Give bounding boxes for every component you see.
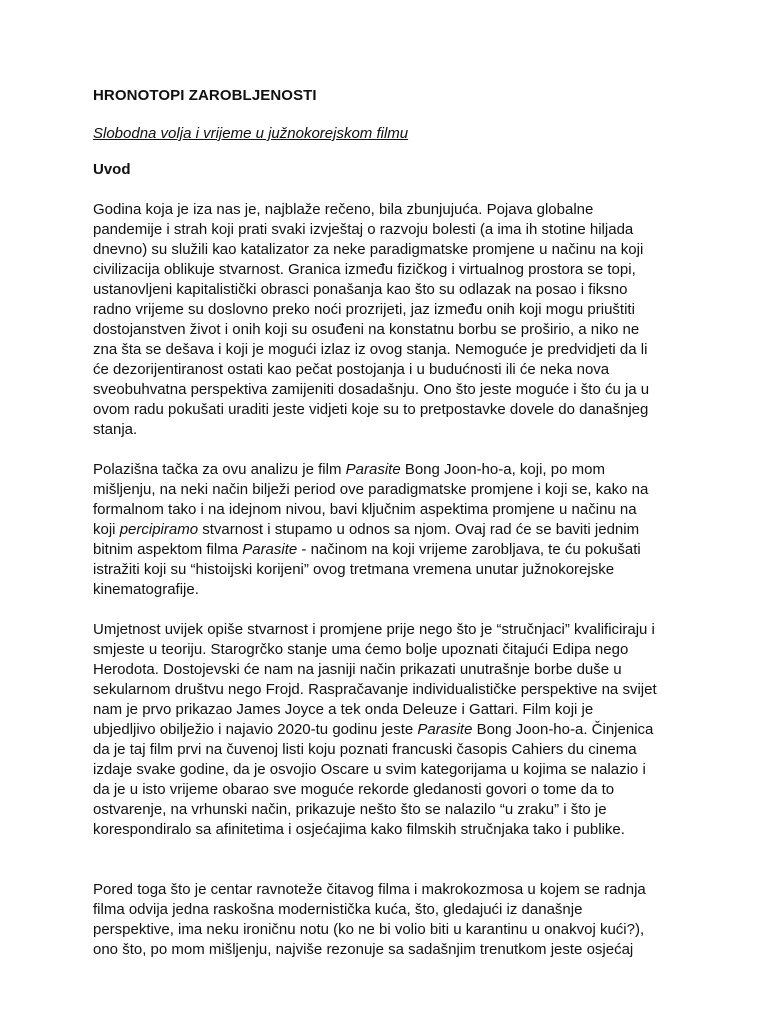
text-run: izdaje svake godine, da je osvojio Oscare u svim kategorijama u kojima se nalazio i xyxy=(93,761,646,778)
paragraph-line xyxy=(93,480,683,500)
paragraph-line xyxy=(93,420,683,440)
paragraph-line xyxy=(93,940,683,960)
italic-text: Parasite xyxy=(242,541,298,558)
paragraph-line xyxy=(93,500,683,520)
section-heading-uvod: Uvod xyxy=(93,161,131,178)
paragraph-line xyxy=(93,540,683,560)
paragraph-line xyxy=(93,200,683,220)
text-run: ovom radu pokušati uraditi jeste vidjeti koje su to pretpostavke dovele do današnjeg xyxy=(93,401,649,418)
text-run: da je taj film prvi na čuvenoj listi koju poznati francuski časopis Cahiers du cinema xyxy=(93,741,637,758)
text-run: će dezorijentiranost ostati kao pečat postojanja i u budućnosti ili će neka nova xyxy=(93,361,610,378)
text-run: ostvarenje, na vrhunski način, prikazuje nešto što se nalazilo “u zraku” i što je xyxy=(93,801,607,818)
paragraph-line xyxy=(93,720,683,740)
paragraph-3 xyxy=(93,620,683,840)
paragraph-line xyxy=(93,640,683,660)
text-run: ubjedljivo obilježio i najavio 2020-tu godinu jeste xyxy=(93,721,418,738)
text-run: radno vrijeme su doslovno preko noći prozrijeti, jaz između onih koji mogu priuštiti xyxy=(93,301,635,318)
text-run: istražiti koji su “histoijski korijeni” ovog tretmana vremena unutar južnokorejske xyxy=(93,561,615,578)
paragraph-line xyxy=(93,460,683,480)
document-subtitle: Slobodna volja i vrijeme u južnokorejskom filmu xyxy=(93,125,409,142)
text-run: dnevno) su služili kao katalizator za neke paradigmatske promjene u načinu na koji xyxy=(93,241,644,258)
text-run: koji xyxy=(93,521,120,538)
text-run: formalnom tako i na idejnom nivou, bavi ključnim aspektima promjene u načinu na xyxy=(93,501,637,518)
italic-text: Parasite xyxy=(417,721,473,738)
document-title: HRONOTOPI ZAROBLJENOSTI xyxy=(93,87,317,104)
paragraph-line xyxy=(93,260,683,280)
document-body xyxy=(93,86,683,960)
paragraph-line xyxy=(93,360,683,380)
text-run: smjeste u teoriju. Starogrčko stanje uma ćemo bolje upoznati čitajući Edipa nego xyxy=(93,641,629,658)
paragraph-line xyxy=(93,800,683,820)
paragraph-line xyxy=(93,220,683,240)
paragraph-line xyxy=(93,320,683,340)
text-run: nam je prvo prikazao James Joyce a tek onda Deleuze i Gattari. Film koji je xyxy=(93,701,594,718)
paragraph-line xyxy=(93,300,683,320)
text-run: Herodota. Dostojevski će nam na jasniji način prikazati unutrašnje borbe duše u xyxy=(93,661,622,678)
italic-text: Parasite xyxy=(345,461,401,478)
paragraph-line xyxy=(93,900,683,920)
italic-text: percipiramo xyxy=(119,521,199,538)
text-run: Godina koja je iza nas je, najblaže rečeno, bila zbunjujuća. Pojava globalne xyxy=(93,201,594,218)
text-run: ono što, po mom mišljenju, najviše rezonuje sa sadašnjim trenutkom jeste osjećaj xyxy=(93,941,634,958)
paragraph-line xyxy=(93,680,683,700)
paragraph-2 xyxy=(93,460,683,600)
paragraph-line xyxy=(93,380,683,400)
paragraph-line xyxy=(93,340,683,360)
paragraph-line xyxy=(93,560,683,580)
paragraph-line xyxy=(93,660,683,680)
text-run: filma odvija jedna raskošna modernistička kuća, što, gledajući iz današnje xyxy=(93,901,583,918)
text-run: Bong Joon-ho-a, koji, po mom xyxy=(400,461,605,478)
text-run: Pored toga što je centar ravnoteže čitavog filma i makrokozmosa u kojem se radnja xyxy=(93,881,646,898)
text-run: bitnim aspektom filma xyxy=(93,541,243,558)
paragraph-line xyxy=(93,700,683,720)
paragraph-line xyxy=(93,760,683,780)
text-run: kinematografije. xyxy=(93,581,199,598)
text-run: civilizacija oblikuje stvarnost. Granica između fizičkog i virtualnog prostora se topi, xyxy=(93,261,636,278)
paragraph-line xyxy=(93,520,683,540)
text-run: korespondiralo sa afinitetima i osjećajima kako filmskih stručnjaka tako i publike. xyxy=(93,821,625,838)
paragraph-line xyxy=(93,820,683,840)
text-run: - načinom na koji vrijeme zarobljava, te ću pokušati xyxy=(297,541,641,558)
paragraph-line xyxy=(93,780,683,800)
paragraph-line xyxy=(93,400,683,420)
paragraph-1 xyxy=(93,200,683,440)
paragraph-line xyxy=(93,880,683,900)
text-run: pandemije i strah koji prati svaki izvještaj o razvoju bolesti (a ima ih stotine hiljada xyxy=(93,221,634,238)
paragraph-line xyxy=(93,580,683,600)
paragraph-4 xyxy=(93,880,683,960)
text-run: ustanovljeni kapitalistički obrasci ponašanja kao što su odlazak na posao i fiksno xyxy=(93,281,628,298)
paragraph-line xyxy=(93,280,683,300)
text-run: Polazišna tačka za ovu analizu je film xyxy=(93,461,346,478)
text-run: dostojanstven život i onih koji su osuđeni na konstatnu borbu se proširio, a niko ne xyxy=(93,321,640,338)
paragraph-line xyxy=(93,240,683,260)
paragraph-line xyxy=(93,740,683,760)
text-run: stvarnost i stupamo u odnos sa njom. Ovaj rad će se baviti jednim xyxy=(198,521,640,538)
text-run: sekularnom društvu nego Frojd. Raspračavanje individualističke perspektive na svijet xyxy=(93,681,657,698)
text-run: Umjetnost uvijek opiše stvarnost i promjene prije nego što je “stručnjaci” kvalificiraju i xyxy=(93,621,655,638)
paragraph-line xyxy=(93,920,683,940)
paragraph-line xyxy=(93,620,683,640)
text-run: sveobuhvatna perspektiva zamijeniti dosadašnju. Ono što jeste moguće i što ću ja u xyxy=(93,381,650,398)
text-run: zna šta se dešava i koji je mogući izlaz iz ovog stanja. Nemoguće je predvidjeti da li xyxy=(93,341,648,358)
text-run: mišljenju, na neki način bilježi period ove paradigmatske promjene i koji se, kako na xyxy=(93,481,649,498)
text-run: Bong Joon-ho-a. Činjenica xyxy=(472,721,654,738)
text-run: stanja. xyxy=(93,421,138,438)
text-run: da je u isto vrijeme obarao sve moguće rekorde gledanosti govori o tome da to xyxy=(93,781,615,798)
text-run: perspektive, ima neku ironičnu notu (ko ne bi volio biti u karantinu u onakvoj kući?), xyxy=(93,921,645,938)
